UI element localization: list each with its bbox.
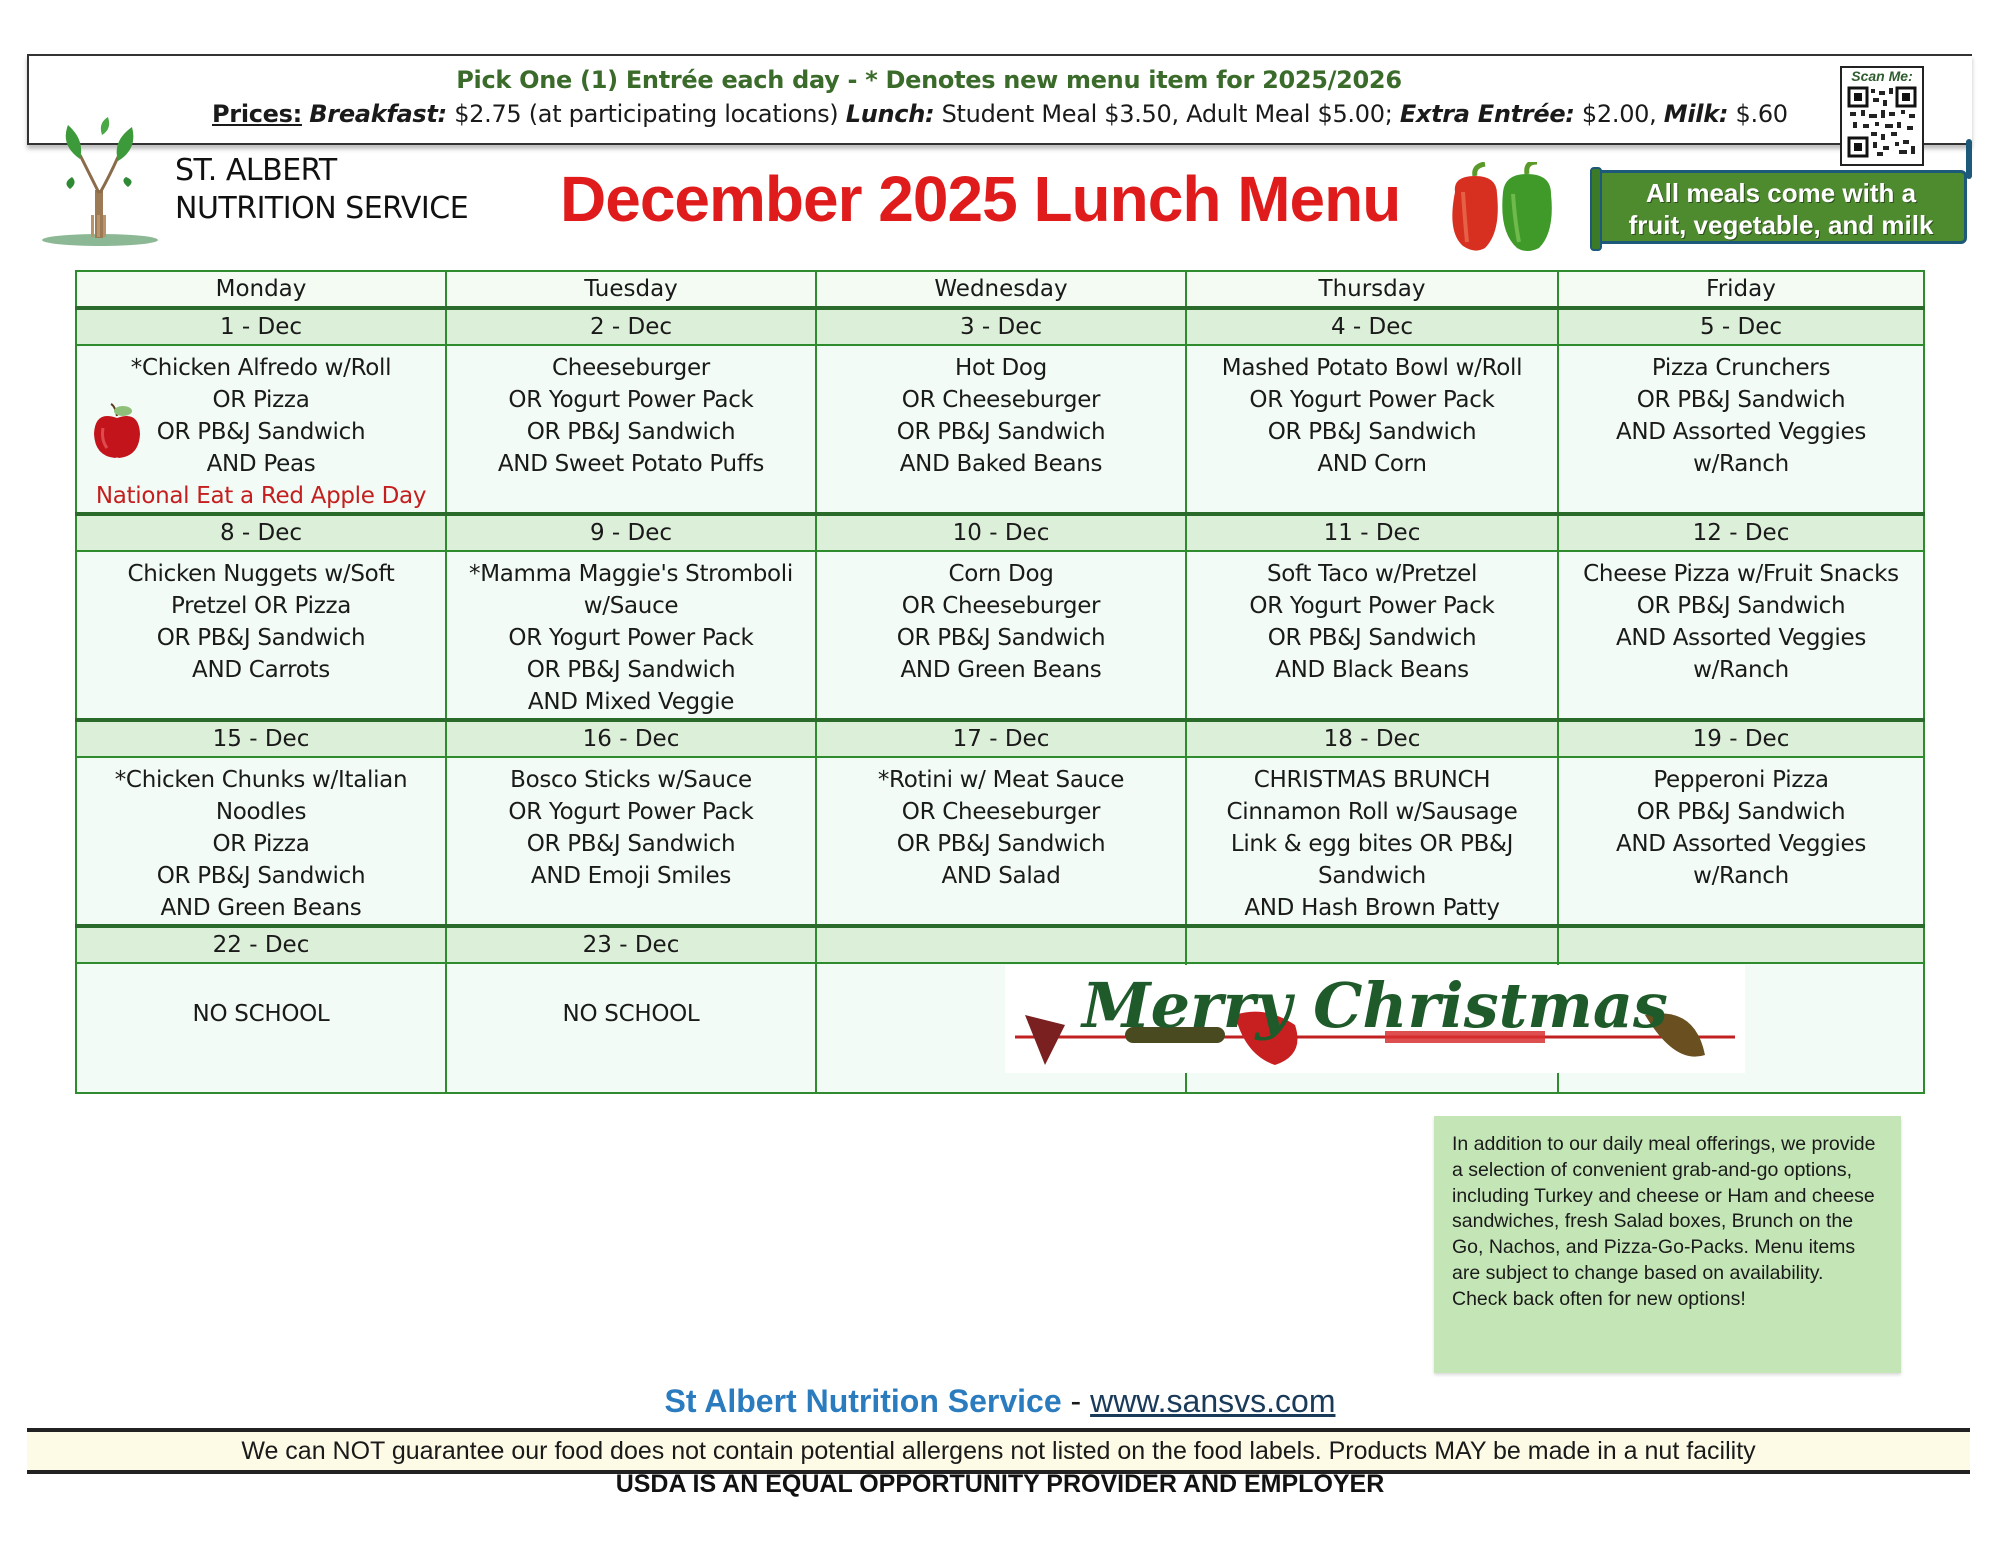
menu-line: CHRISTMAS BRUNCH [1253,767,1491,793]
menu-cell [1186,757,1558,926]
menu-cell [1558,551,1924,720]
menu-line: OR Cheeseburger [901,593,1101,619]
footer-org [0,1383,2000,1420]
menu-line: *Chicken Chunks w/Italian [114,767,408,793]
menu-cell [446,757,816,926]
menu-line: OR Yogurt Power Pack [1249,593,1495,619]
menu-line: *Chicken Alfredo w/Roll [130,355,392,381]
menu-cell [816,757,1186,926]
prices-line [212,100,1788,128]
extra-entree-label: Extra Entrée: [1399,100,1575,128]
menu-line: AND Salad [941,863,1061,889]
pick-one-instruction: Pick One (1) Entrée each day - * Denotes new menu item for 2025/2026 [456,66,1402,94]
date-cell: 9 - Dec [446,514,816,551]
menu-line: OR Cheeseburger [901,799,1101,825]
menu-cell [1186,345,1558,514]
date-cell: 18 - Dec [1186,720,1558,757]
org-name: St Albert Nutrition Service [664,1383,1062,1419]
menu-line: OR PB&J Sandwich [1636,387,1846,413]
lunch-label: Lunch: [845,100,935,128]
weekday-monday: Monday [76,271,446,308]
special-day-note: National Eat a Red Apple Day [95,483,427,509]
menu-line: AND Assorted Veggies [1615,625,1867,651]
prices-label: Prices: [212,100,302,128]
date-cell [1186,926,1558,963]
banner-line-1: All meals come with a [1645,178,1917,208]
menu-line: OR Yogurt Power Pack [508,387,754,413]
page-title: December 2025 Lunch Menu [560,163,1401,235]
date-cell: 12 - Dec [1558,514,1924,551]
menu-line: AND Baked Beans [899,451,1103,477]
menu-line: w/Ranch [1693,451,1789,477]
menu-line: Cheeseburger [552,355,710,381]
meal-includes-banner [1595,170,1967,244]
menu-line: OR Yogurt Power Pack [1249,387,1495,413]
menu-line: w/Ranch [1693,657,1789,683]
date-cell: 3 - Dec [816,308,1186,345]
date-cell: 10 - Dec [816,514,1186,551]
menu-cell [816,551,1186,720]
date-cell: 16 - Dec [446,720,816,757]
menu-line: *Mamma Maggie's Stromboli [469,561,793,587]
lunch-price: Student Meal $3.50, Adult Meal $5.00; [934,100,1400,128]
date-cell: 8 - Dec [76,514,446,551]
menu-line: Pepperoni Pizza [1653,767,1829,793]
menu-cell [446,551,816,720]
menu-line: OR PB&J Sandwich [526,419,736,445]
scroll-left-decoration [1590,167,1602,251]
menu-line: AND Green Beans [900,657,1102,683]
weekday-friday: Friday [1558,271,1924,308]
date-cell: 1 - Dec [76,308,446,345]
menu-line: AND Emoji Smiles [530,863,732,889]
red-apple-icon [91,402,143,460]
date-cell: 15 - Dec [76,720,446,757]
menu-line: Noodles [215,799,307,825]
menu-line: OR PB&J Sandwich [156,863,366,889]
menu-line: AND Green Beans [160,895,362,921]
menu-line: OR PB&J Sandwich [1636,799,1846,825]
menu-row [76,345,1924,514]
scan-me-label: Scan Me: [1851,68,1913,84]
date-cell: 5 - Dec [1558,308,1924,345]
weekday-tuesday: Tuesday [446,271,816,308]
banner-line-2: fruit, vegetable, and milk [1628,210,1934,240]
menu-line: OR PB&J Sandwich [156,625,366,651]
date-row [76,720,1924,757]
date-cell: 23 - Dec [446,926,816,963]
allergen-notice: We can NOT guarantee our food does not contain potential allergens not listed on the food labels. Products MAY be made in a nut facility [27,1428,1970,1474]
menu-line: OR PB&J Sandwich [1636,593,1846,619]
qr-code[interactable] [1840,66,1924,166]
date-row [76,308,1924,345]
menu-cell [76,757,446,926]
menu-line: OR PB&J Sandwich [1267,419,1477,445]
menu-line: Pizza Crunchers [1651,355,1831,381]
menu-line: Cinnamon Roll w/Sausage [1226,799,1518,825]
menu-line: Chicken Nuggets w/Soft [127,561,395,587]
menu-line: OR PB&J Sandwich [156,419,366,445]
date-cell: 4 - Dec [1186,308,1558,345]
date-row [76,926,1924,963]
menu-line: AND Black Beans [1275,657,1469,683]
merry-christmas-graphic [1005,965,1745,1073]
milk-price: $.60 [1728,100,1788,128]
menu-line: Bosco Sticks w/Sauce [510,767,752,793]
weekday-wednesday: Wednesday [816,271,1186,308]
menu-line: Soft Taco w/Pretzel [1266,561,1478,587]
menu-line: AND Corn [1317,451,1427,477]
menu-cell [446,345,816,514]
date-cell: 19 - Dec [1558,720,1924,757]
brand-name [175,152,468,228]
menu-line: w/Ranch [1693,863,1789,889]
menu-line: OR PB&J Sandwich [896,419,1106,445]
menu-line: OR Yogurt Power Pack [508,625,754,651]
menu-line: AND Peas [206,451,316,477]
menu-cell [1186,551,1558,720]
extra-entree-price: $2.00, [1574,100,1664,128]
menu-line: OR PB&J Sandwich [896,831,1106,857]
grab-and-go-info: In addition to our daily meal offerings, we provide a selection of convenient grab-and-go options, including Turkey and cheese or Ham and cheese sandwiches, fresh Salad boxes, Brunch on the Go, Nachos, and Pizza-Go-Packs. Menu items are subject to change based on availability. Check back often for new options! [1434,1116,1901,1373]
separator: - [1061,1383,1091,1419]
date-cell: 22 - Dec [76,926,446,963]
menu-cell [1558,757,1924,926]
bell-peppers-icon [1445,162,1565,254]
menu-line: Pretzel OR Pizza [170,593,352,619]
menu-line: OR PB&J Sandwich [526,657,736,683]
menu-line: OR Cheeseburger [901,387,1101,413]
menu-line: OR PB&J Sandwich [1267,625,1477,651]
menu-cell [1558,345,1924,514]
menu-line: OR PB&J Sandwich [526,831,736,857]
menu-cell [816,345,1186,514]
menu-row [76,757,1924,926]
no-school-label: NO SCHOOL [562,1001,700,1027]
menu-line: *Rotini w/ Meat Sauce [877,767,1125,793]
menu-line: AND Hash Brown Patty [1244,895,1500,921]
svg-text:Merry Christmas: Merry Christmas [1082,969,1668,1042]
website-link[interactable]: www.sansvs.com [1090,1383,1336,1419]
no-school-label: NO SCHOOL [192,1001,330,1027]
date-cell [1558,926,1924,963]
date-row [76,514,1924,551]
menu-line: w/Sauce [583,593,679,619]
qr-code-icon [1847,86,1917,158]
date-cell: 17 - Dec [816,720,1186,757]
menu-line: Link & egg bites OR PB&J [1230,831,1514,857]
menu-line: AND Sweet Potato Puffs [497,451,765,477]
date-cell: 11 - Dec [1186,514,1558,551]
menu-line: AND Assorted Veggies [1615,831,1867,857]
menu-line: AND Mixed Veggie [527,689,735,715]
menu-line: Sandwich [1318,863,1426,889]
menu-cell [76,345,446,514]
scroll-right-decoration [1966,139,1972,179]
menu-cell [76,551,446,720]
menu-line: AND Carrots [192,657,330,683]
menu-line: OR Pizza [212,387,310,413]
date-cell [816,926,1186,963]
menu-line: OR Yogurt Power Pack [508,799,754,825]
weekday-thursday: Thursday [1186,271,1558,308]
menu-line: OR PB&J Sandwich [896,625,1106,651]
breakfast-label: Breakfast: [309,100,447,128]
menu-line: Hot Dog [955,355,1047,381]
menu-line: Mashed Potato Bowl w/Roll [1221,355,1523,381]
date-cell: 2 - Dec [446,308,816,345]
menu-row [76,551,1924,720]
breakfast-price: $2.75 (at participating locations) [446,100,846,128]
menu-cell [446,963,816,1093]
pricing-info-box [27,54,1972,145]
brand-line-1: ST. ALBERT [175,153,337,188]
menu-line: AND Assorted Veggies [1615,419,1867,445]
weekday-header-row [76,271,1924,308]
menu-cell [76,963,446,1093]
milk-label: Milk: [1663,100,1729,128]
sprout-fork-logo-icon [40,115,160,250]
menu-line: Corn Dog [948,561,1054,587]
brand-line-2: NUTRITION SERVICE [175,191,469,226]
menu-line: OR Pizza [212,831,310,857]
menu-line: Cheese Pizza w/Fruit Snacks [1583,561,1899,587]
usda-statement: USDA IS AN EQUAL OPPORTUNITY PROVIDER AND EMPLOYER [615,1470,1385,1498]
